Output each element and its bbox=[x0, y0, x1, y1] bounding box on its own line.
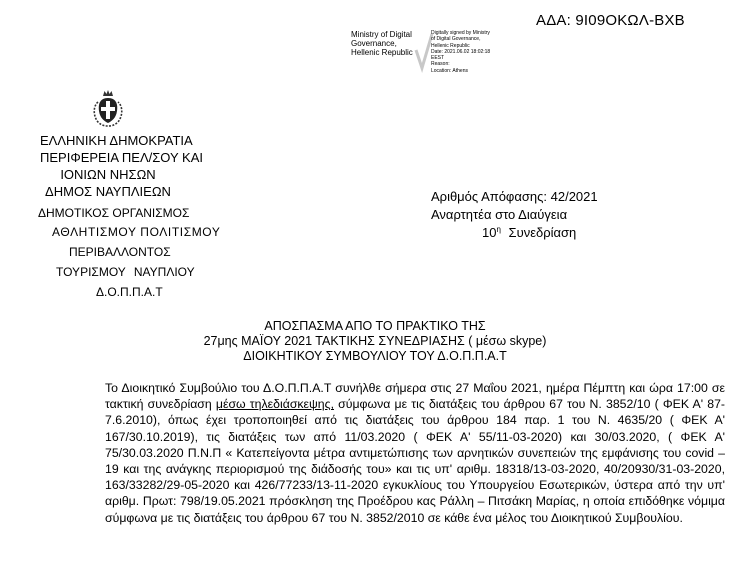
signature-details bbox=[431, 30, 521, 74]
ada-code: ΑΔΑ: 9Ι09ΟΚΩΛ-ΒΧΒ bbox=[536, 12, 685, 29]
posted-to-diavgeia: Αναρτητέα στο Διαύγεια bbox=[431, 207, 568, 222]
session-label bbox=[482, 224, 576, 241]
organization-line: ΤΟΥΡΙΣΜΟΥ ΝΑΥΠΛΙΟΥ bbox=[56, 265, 195, 279]
body-paragraph bbox=[105, 380, 725, 526]
body-text-underlined: μέσω τηλεδιάσκεψης, bbox=[215, 397, 334, 412]
signature-detail-line: of Digital Governance, bbox=[431, 36, 481, 43]
signature-signer-line: Governance, bbox=[351, 39, 397, 48]
extract-title: ΑΠΟΣΠΑΣΜΑ ΑΠΟ ΤΟ ΠΡΑΚΤΙΚΟ ΤΗΣ bbox=[264, 319, 486, 333]
signature-detail-line: EEST bbox=[431, 55, 445, 62]
signature-detail-line: Location: Athens bbox=[431, 67, 468, 74]
signature-signer-line: Ministry of Digital bbox=[351, 30, 412, 39]
header-republic: ΕΛΛΗΝΙΚΗ ΔΗΜΟΚΡΑΤΙΑ bbox=[40, 133, 193, 148]
signature-detail-line: Hellenic Republic bbox=[431, 42, 470, 49]
header-municipality: ΔΗΜΟΣ ΝΑΥΠΛΙΕΩΝ bbox=[45, 184, 171, 199]
signature-signer-line: Hellenic Republic bbox=[351, 48, 413, 57]
header-region-islands: ΙΟΝΙΩΝ ΝΗΣΩΝ bbox=[60, 167, 156, 182]
session-number: 10 bbox=[482, 225, 497, 240]
session-word: Συνεδρίαση bbox=[508, 225, 577, 240]
organization-line: ΔΗΜΟΤΙΚΟΣ ΟΡΓΑΝΙΣΜΟΣ bbox=[38, 206, 190, 220]
session-ordinal: η bbox=[496, 225, 501, 234]
signature-detail-line: Date: 2021.06.02 18:02:18 bbox=[431, 48, 491, 55]
signature-signer bbox=[351, 30, 417, 57]
signature-detail-line: Reason: bbox=[431, 61, 450, 68]
signature-detail-line: Digitally signed by Ministry bbox=[431, 30, 490, 36]
body-text-part: σύμφωνα με τις διατάξεις του άρθρου 67 του Ν. 3852/10 ( ΦΕΚ Α' 87-7.6.2010), όπως έχει τροποποιηθεί από τις διατάξεις του άρθρου 184 παρ. 1 του Ν. 4635/20 ( ΦΕΚ Α' 167/30.10.2019), τις διατάξεις των από 11/03.2020 ( ΦΕΚ Α' 55/11-03-2020) και 30/03.2020, ( ΦΕΚ Α' 75/30.03.2020 Π.Ν.Π « Κατεπείγοντα μέτρα αντιμετώπισης των αρνητικών συνεπειών της εμφάνισης του covid – 19 και της ανάγκης περιορισμού της διάδοσής του» και τις υπ' αριθμ. 18318/13-03-2020, 40/20930/31-03-2020, 163/33282/29-05-2020 και 426/77233/13-11-2020 εγκυκλίους του Υπουργείου Εσωτερικών, ύστερα από την υπ' αριθμ. Πρωτ: 798/19.05.2021 πρόσκληση της Προέδρου κας Ράλλη – Πιτσάκη Μαρίας, η οποία επιδόθηκε νόμιμα σύμφωνα με τις διατάξεις του άρθρου 67 του Ν. 3852/2010 σε κάθε ένα μέλος του Διοικητικού Συμβουλίου. bbox=[105, 397, 726, 525]
decision-number: Αριθμός Απόφασης: 42/2021 bbox=[431, 189, 598, 204]
organization-abbreviation: Δ.Ο.Π.Π.Α.Τ bbox=[96, 285, 163, 299]
hellenic-republic-emblem-icon bbox=[90, 88, 126, 128]
extract-title-date: 27μης ΜΑΪΟΥ 2021 ΤΑΚΤΙΚΗΣ ΣΥΝΕΔΡΙΑΣΗΣ ( μέσω skype) bbox=[203, 334, 547, 348]
body-text-part: Το Διοικητικό Συμβούλιο του Δ.Ο.Π.Π.Α.Τ συνήλθε σήμερα στις 27 Μαΐου 2021, ημέρα Πέμπτη και ώρα 17:00 σε τακτική συνεδρίαση bbox=[105, 381, 725, 412]
organization-line: ΠΕΡΙΒΑΛΛΟΝΤΟΣ bbox=[69, 245, 171, 259]
organization-line: ΑΘΛΗΤΙΣΜΟΥ ΠΟΛΙΤΙΣΜΟΥ bbox=[52, 225, 221, 239]
extract-title-board: ΔΙΟΙΚΗΤΙΚΟΥ ΣΥΜΒΟΥΛΙΟΥ ΤΟΥ Δ.Ο.Π.Π.Α.Τ bbox=[243, 349, 507, 363]
header-region: ΠΕΡΙΦΕΡΕΙΑ ΠΕΛ/ΣΟΥ ΚΑΙ bbox=[40, 150, 203, 165]
